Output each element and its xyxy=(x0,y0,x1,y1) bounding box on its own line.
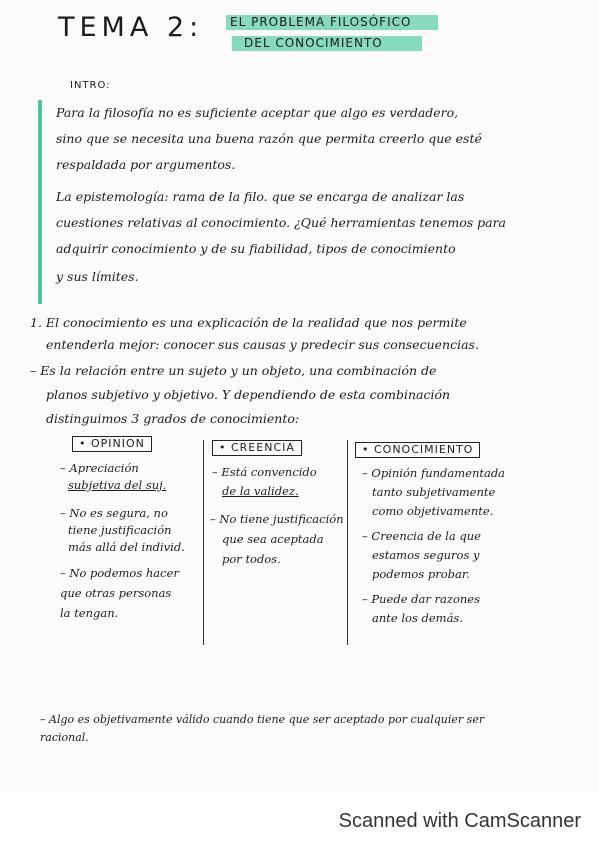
column-divider xyxy=(347,440,348,645)
column-header-conocimiento: • CONOCIMIENTO xyxy=(355,442,480,458)
intro-text-line: cuestiones relativas al conocimiento. ¿Qué herramientas tenemos para xyxy=(56,215,506,230)
conocimiento-line: – Puede dar razones xyxy=(362,592,480,606)
conocimiento-line: – Creencia de la que xyxy=(362,529,481,543)
conocimiento-line: estamos seguros y xyxy=(372,548,480,562)
conocimiento-line: ante los demás. xyxy=(372,611,463,625)
section-1-line: distinguimos 3 grados de conocimiento: xyxy=(46,411,300,426)
opinion-line: que otras personas xyxy=(60,586,172,600)
intro-text-line: adquirir conocimiento y de su fiabilidad, tipos de conocimiento xyxy=(56,241,456,256)
opinion-line: subjetiva del suj. xyxy=(68,478,167,492)
final-statement-line: – Algo es objetivamente válido cuando tiene que ser aceptado por cualquier ser xyxy=(40,713,485,726)
creencia-line: – Está convencido xyxy=(212,465,317,479)
page-title: TEMA 2: xyxy=(58,12,204,43)
creencia-line: – No tiene justificación xyxy=(210,512,344,526)
final-statement-line: racional. xyxy=(40,731,89,744)
title-line-2: DEL CONOCIMIENTO xyxy=(244,36,383,50)
opinion-line: – No es segura, no xyxy=(60,506,168,520)
section-1-line: entenderla mejor: conocer sus causas y predecir sus consecuencias. xyxy=(46,337,479,352)
opinion-line: tiene justificación xyxy=(68,523,172,537)
column-header-opinion: • OPINION xyxy=(72,436,152,452)
intro-label: INTRO: xyxy=(70,80,111,91)
conocimiento-line: – Opinión fundamentada xyxy=(362,466,506,480)
title-line-1: EL PROBLEMA FILOSÓFICO xyxy=(230,15,412,29)
opinion-line: más allá del individ. xyxy=(68,540,185,554)
conocimiento-line: podemos probar. xyxy=(372,567,470,581)
intro-text-line: sino que se necesita una buena razón que permita creerlo que esté xyxy=(56,131,482,146)
opinion-line: la tengan. xyxy=(60,606,119,620)
section-1-line: 1. El conocimiento es una explicación de la realidad que nos permite xyxy=(30,315,467,330)
column-header-creencia: • CREENCIA xyxy=(212,440,302,456)
conocimiento-line: tanto subjetivamente xyxy=(372,485,496,499)
intro-text-line: La epistemología: rama de la filo. que se encarga de analizar las xyxy=(56,189,465,204)
section-1-line: planos subjetivo y objetivo. Y dependiendo de esta combinación xyxy=(46,387,451,402)
creencia-line: de la validez. xyxy=(222,484,299,498)
section-1-line: – Es la relación entre un sujeto y un objeto, una combinación de xyxy=(30,363,437,378)
intro-text-line: Para la filosofía no es suficiente aceptar que algo es verdadero, xyxy=(56,105,459,120)
intro-margin-bar xyxy=(38,100,42,304)
intro-text-line: respaldada por argumentos. xyxy=(56,157,236,172)
creencia-line: que sea aceptada xyxy=(222,532,324,546)
creencia-line: por todos. xyxy=(222,552,281,566)
scanner-watermark: Scanned with CamScanner xyxy=(338,810,581,832)
opinion-line: – Apreciación xyxy=(60,461,139,475)
intro-text-line: y sus límites. xyxy=(56,269,139,284)
conocimiento-line: como objetivamente. xyxy=(372,504,494,518)
column-divider xyxy=(203,440,204,645)
opinion-line: – No podemos hacer xyxy=(60,566,179,580)
